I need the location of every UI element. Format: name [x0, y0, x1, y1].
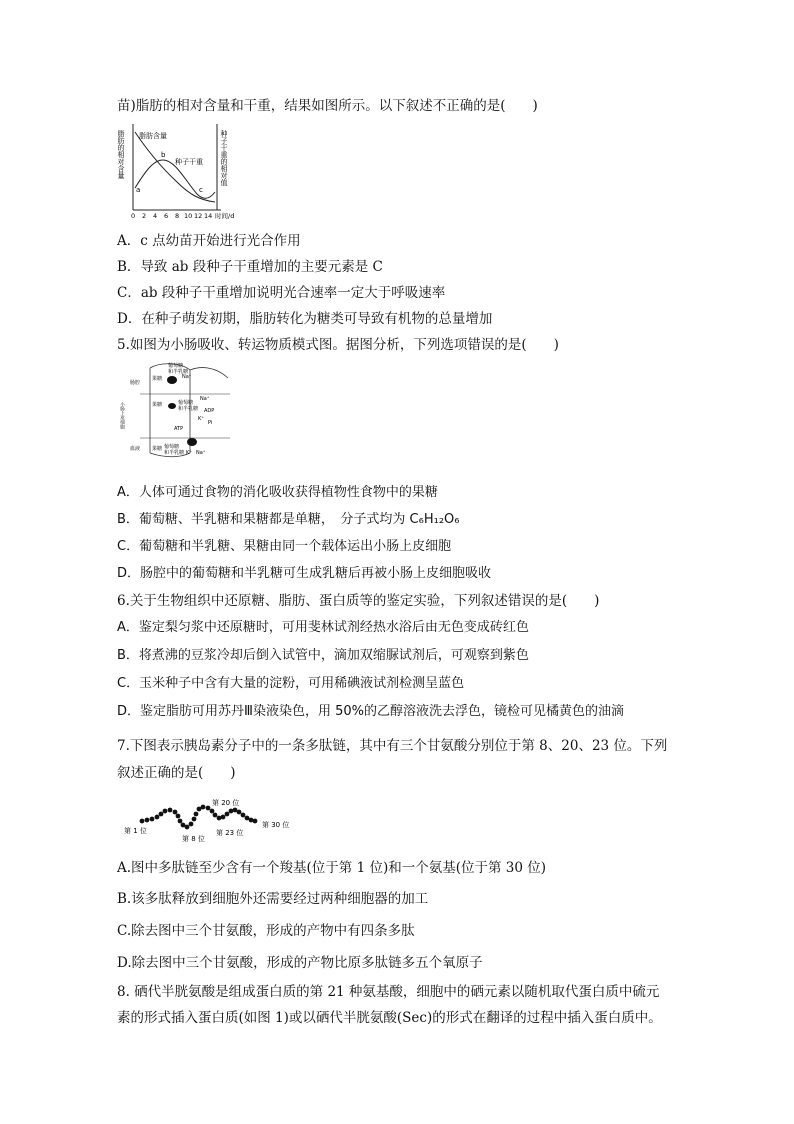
amino-acid-residue — [168, 808, 173, 813]
x-tick: 12 — [194, 212, 203, 220]
amino-acid-residue — [210, 809, 215, 814]
q5-option-d: D．肠腔中的葡萄糖和半乳糖可生成乳糖后再被小肠上皮细胞吸收 — [117, 566, 492, 581]
amino-acid-residue — [194, 812, 199, 817]
q8-line1: 8. 硒代半胱氨酸是组成蛋白质的第 21 种氨基酸，细胞中的硒元素以随机取代蛋白质中硫元 — [117, 984, 660, 1000]
q7-stem-line1: 7.下图表示胰岛素分子中的一条多肽链，其中有三个甘氨酸分别位于第 8、20、23 位。下列 — [117, 738, 668, 754]
label-na-2: Na⁺ — [200, 396, 210, 402]
amino-acid-residue — [145, 818, 150, 823]
amino-acid-residue — [176, 814, 181, 819]
amino-acid-residue — [192, 817, 197, 822]
q5-stem: 5.如图为小肠吸收、转运物质模式图。据图分析，下列选项错误的是( ) — [117, 337, 559, 353]
label-adp: ADP — [204, 408, 215, 414]
point-a: a — [136, 186, 141, 194]
label-pos-8: 第 8 位 — [182, 835, 205, 843]
ylabel-right: 种子干重的相对值 — [220, 130, 228, 186]
label-pos-20: 第 20 位 — [212, 799, 240, 807]
label-galactose: 和半乳糖 — [168, 369, 189, 375]
amino-acid-residue — [221, 815, 226, 820]
label-pos-30: 第 30 位 — [262, 821, 290, 829]
q5-option-b: B．葡萄糖、半乳糖和果糖都是单糖， 分子式均为 C₆H₁₂O₆ — [117, 512, 460, 527]
label-k: K⁺ — [198, 416, 204, 422]
q7-stem-line2: 叙述正确的是( ) — [117, 765, 236, 781]
q5-figure — [120, 358, 240, 467]
amino-acid-residue — [241, 813, 246, 818]
label-fructose-2: 果糖 — [152, 402, 163, 408]
amino-acid-residue — [173, 810, 178, 815]
q7-option-c: C.除去图中三个甘氨酸，形成的产物中有四条多肽 — [117, 923, 415, 939]
carrier-top — [167, 376, 177, 384]
fat-content-curve — [135, 132, 215, 202]
amino-acid-residue — [155, 815, 160, 820]
label-galactose-3: 和半乳糖 — [164, 450, 185, 456]
amino-acid-residue — [217, 816, 222, 821]
q4-option-c: C．ab 段种子干重增加说明光合速率一定大于呼吸速率 — [117, 285, 446, 301]
q6-option-a: A．鉴定梨匀浆中还原糖时，可用斐林试剂经热水浴后由无色变成砖红色 — [117, 620, 529, 635]
label-intestine-lumen: 肠腔 — [130, 380, 141, 386]
fat-content-label: 脂肪含量 — [139, 132, 167, 140]
label-epithelial-cell: 小肠上皮细胞 — [120, 402, 125, 429]
label-pos-1: 第 1 位 — [124, 827, 147, 835]
point-c: c — [199, 186, 203, 194]
label-pi: Pi — [208, 420, 213, 426]
q7-option-d: D.除去图中三个甘氨酸，形成的产物比原多肽链多五个氧原子 — [117, 955, 483, 971]
amino-acid-residue — [225, 812, 230, 817]
q4-option-d: D．在种子萌发初期，脂肪转化为糖类可导致有机物的总量增加 — [117, 311, 493, 327]
amino-acid-residue — [140, 819, 145, 824]
q4-stem: 苗)脂肪的相对含量和干重，结果如图所示。以下叙述不正确的是( ) — [117, 98, 538, 114]
x-tick: 6 — [164, 212, 169, 220]
point-b: b — [161, 151, 166, 159]
q8-line2: 素的形式插入蛋白质(如图 1)或以硒代半胱氨酸(Sec)的形式在翻译的过程中插入蛋白质中。 — [117, 1010, 662, 1026]
label-blood: 血液 — [130, 446, 141, 452]
carrier-bottom — [187, 438, 197, 446]
q4-figure — [117, 120, 247, 224]
label-fructose: 果糖 — [152, 376, 163, 382]
dry-weight-label: 种子干重 — [175, 158, 203, 166]
x-tick: 0 — [131, 212, 136, 220]
label-galactose-2: 和半乳糖 — [178, 406, 199, 412]
x-tick: 14 — [204, 212, 213, 220]
amino-acid-residue — [249, 818, 254, 823]
amino-acid-residue — [206, 806, 211, 811]
x-tick: 4 — [153, 212, 158, 220]
amino-acid-residue — [163, 809, 168, 814]
q4-option-b: B．导致 ab 段种子干重增加的主要元素是 C — [117, 259, 383, 275]
amino-acid-residue — [178, 819, 183, 824]
q7-option-a: A.图中多肽链至少含有一个羧基(位于第 1 位)和一个氨基(位于第 30 位) — [117, 860, 547, 876]
label-atp: ATP — [174, 426, 184, 432]
label-fructose-3: 果糖 — [152, 446, 163, 452]
q5-option-a: A．人体可通过食物的消化吸收获得植物性食物中的果糖 — [117, 485, 438, 500]
x-tick: 10 — [184, 212, 193, 220]
x-axis-label: 时间/d — [215, 212, 235, 220]
amino-acid-residue — [213, 813, 218, 818]
label-na-3: Na⁺ — [196, 450, 206, 456]
q6-stem: 6.关于生物组织中还原糖、脂肪、蛋白质等的鉴定实验，下列叙述错误的是( ) — [117, 593, 600, 609]
q6-option-c: C．玉米种子中含有大量的淀粉，可用稀碘液试剂检测呈蓝色 — [117, 676, 465, 691]
label-glucose-3: 葡萄糖 — [164, 444, 180, 450]
amino-acid-residue — [229, 809, 234, 814]
ylabel-left: 脂肪的相对含量 — [117, 130, 125, 179]
label-pos-23: 第 23 位 — [216, 829, 244, 837]
amino-acid-residue — [185, 825, 190, 830]
amino-acid-residue — [159, 812, 164, 817]
amino-acid-residue — [237, 810, 242, 815]
amino-acid-residue — [253, 819, 258, 824]
label-glucose: 葡萄糖 — [168, 363, 184, 369]
q7-figure — [120, 793, 300, 849]
carrier-mid — [168, 403, 176, 409]
label-glucose-2: 葡萄糖 — [178, 400, 194, 406]
amino-acid-residue — [150, 817, 155, 822]
x-tick: 2 — [142, 212, 147, 220]
q7-option-b: B.该多肽释放到细胞外还需要经过两种细胞器的加工 — [117, 891, 429, 907]
label-k-2: K⁺ — [186, 450, 192, 456]
peptide-chain — [120, 793, 300, 845]
q4-option-a: A．c 点幼苗开始进行光合作用 — [117, 233, 301, 249]
q6-option-d: D．鉴定脂肪可用苏丹Ⅲ染液染色，用 50%的乙醇溶液洗去浮色，镜检可见橘黄色的油滴 — [117, 704, 625, 719]
label-na: Na⁺ — [182, 374, 192, 380]
x-tick: 8 — [175, 212, 180, 220]
amino-acid-residue — [189, 822, 194, 827]
amino-acid-residue — [201, 805, 206, 810]
q5-option-c: C．葡萄糖和半乳糖、果糖由同一个载体运出小肠上皮细胞 — [117, 539, 452, 554]
q6-option-b: B．将煮沸的豆浆冷却后倒入试管中，滴加双缩脲试剂后，可观察到紫色 — [117, 648, 529, 663]
